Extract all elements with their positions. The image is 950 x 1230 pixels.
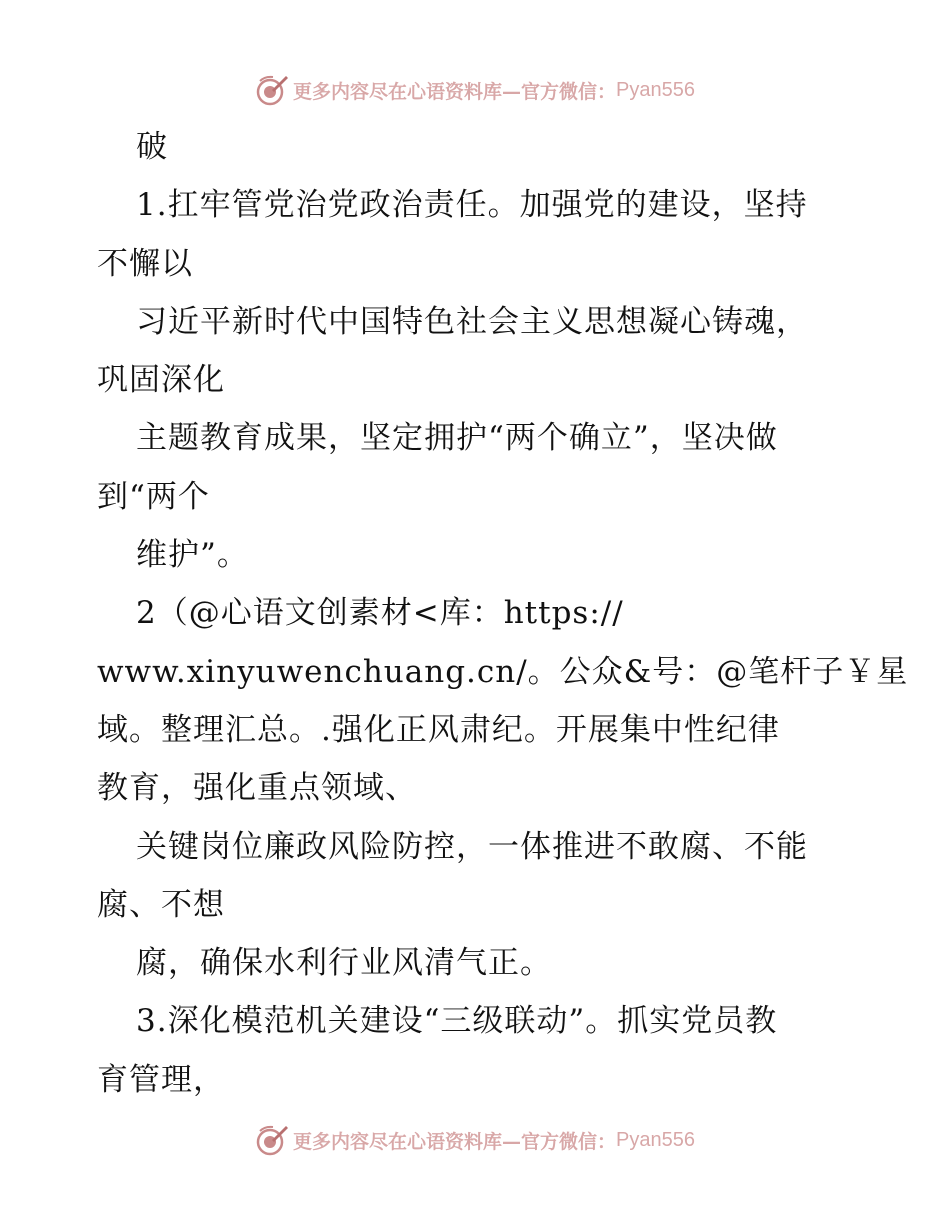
watermark-wechat-id: Pyan556 (616, 1128, 695, 1151)
document-body (97, 118, 909, 1109)
text-line: 育管理， (97, 1061, 225, 1098)
text-line: 腐、不想 (97, 886, 225, 923)
text-line: 3.深化模范机关建设“三级联动”。抓实党员教 (136, 1003, 778, 1040)
text-line: 到“两个 (97, 478, 210, 515)
text-line: 1.扛牢管党治党政治责任。加强党的建设，坚持 (136, 187, 808, 224)
text-line: 关键岗位廉政风险防控，一体推进不敢腐、不能 (136, 828, 808, 865)
footer-watermark (0, 1120, 950, 1160)
text-line: 不懈以 (97, 245, 193, 282)
text-line: 主题教育成果，坚定拥护“两个确立”，坚决做 (136, 420, 778, 457)
header-watermark (0, 70, 950, 110)
text-line: 腐，确保水利行业风清气正。 (136, 945, 552, 982)
watermark-text: 更多内容尽在心语资料库—官方微信： (293, 80, 617, 103)
pen-logo-icon (255, 73, 289, 107)
text-line: 维护”。 (136, 537, 249, 574)
text-line: 2（@心语文创素材<库：https:// (136, 595, 624, 632)
pen-logo-icon (255, 1123, 289, 1157)
text-line: www.xinyuwenchuang.cn/。公众&号：@笔杆子￥星 (97, 653, 909, 690)
watermark-text: 更多内容尽在心语资料库—官方微信： (293, 1130, 617, 1153)
text-line: 巩固深化 (97, 362, 225, 399)
text-line: 破 (136, 129, 168, 165)
text-line: 教育，强化重点领域、 (97, 770, 417, 807)
watermark-wechat-id: Pyan556 (616, 78, 695, 101)
text-line: 习近平新时代中国特色社会主义思想凝心铸魂， (136, 303, 808, 340)
text-line: 域。整理汇总。.强化正风肃纪。开展集中性纪律 (97, 711, 780, 748)
